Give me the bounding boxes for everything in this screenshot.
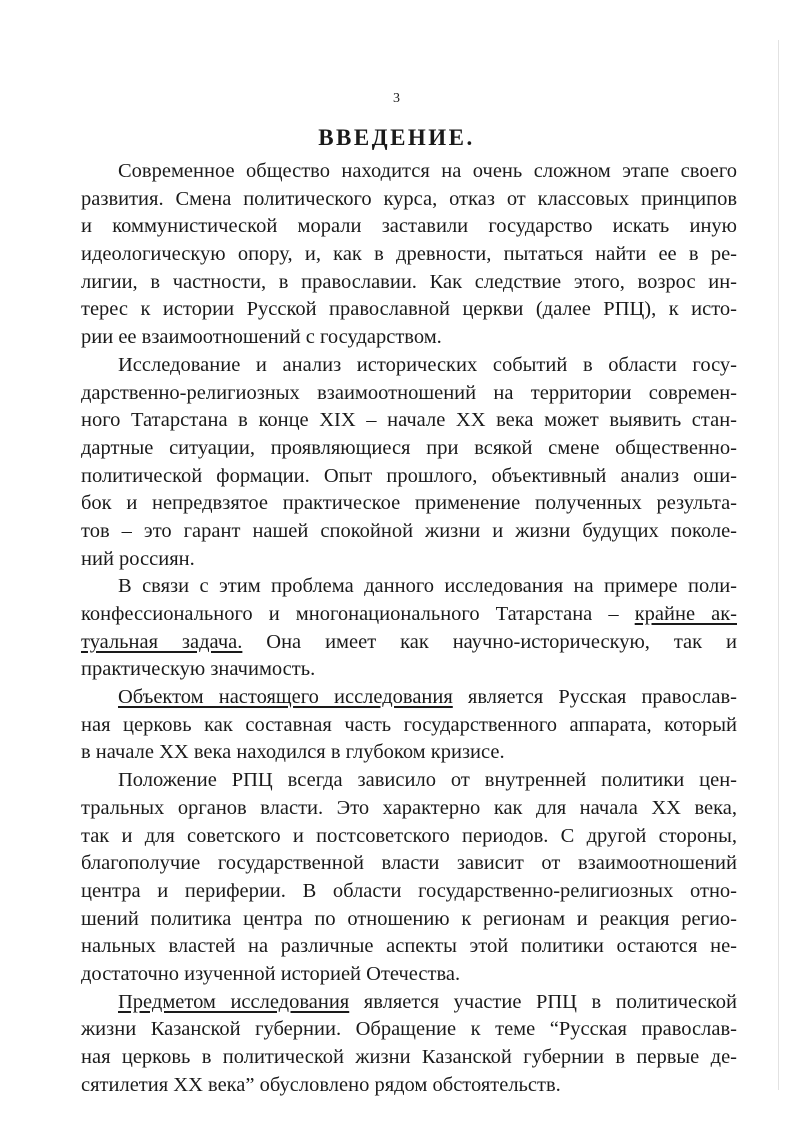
text-line: ного Татарстана в конце XIX – начале XX века может выявить стан- [81,409,737,432]
underlined-phrase: крайне ак- [634,603,737,625]
text-line: идеологическую опору, и, как в древности, пытаться найти ее в ре- [81,243,737,266]
section-heading: ВВЕДЕНИЕ. [318,125,475,150]
text-line: нальных властей на различные аспекты этой политики остаются не- [81,935,737,958]
text-line: лигии, в частности, в православии. Как следствие этого, возрос ин- [81,270,737,293]
text-line: тральных органов власти. Это характерно как для начала XX века, [81,796,737,819]
text-line: рии ее взаимоотношений с государством. [81,326,442,349]
text-line: бок и непредвзятое практическое применение полученных результа- [81,492,737,515]
text-line: ная церковь в политической жизни Казанской губернии в первые де- [81,1046,737,1068]
text-line: благополучие государственной власти зависит от взаимоотношений [81,852,737,875]
text-line: терес к истории Русской православной церкви (далее РПЦ), к исто- [81,298,737,321]
text-line: достаточно изученной историей Отечества. [81,962,461,985]
text-line: центра и периферии. В области государственно-религиозных отно- [81,879,737,902]
text-segment: является Русская православ- [452,686,737,709]
text-line [81,629,737,657]
page-number: 3 [393,91,400,106]
text-line: Исследование и анализ исторических событий в области госу- [118,353,737,376]
underlined-phrase: Объектом настоящего исследования [118,686,453,709]
text-segment: Она имеет как научно-историческую, так и [242,630,737,653]
text-line: в начале XX века находился в глубоком кризисе. [81,741,505,764]
text-line: политической формации. Опыт прошлого, объективный анализ оши- [81,464,737,487]
text-line: Современное общество находится на очень сложном этапе своего [118,160,737,182]
text-line: так и для советского и постсоветского периодов. С другой стороны, [81,824,737,847]
text-line [81,684,737,712]
underlined-phrase: туальная задача. [81,630,243,653]
text-line: практическую значимость. [81,658,316,681]
text-line: дарственно-религиозных взаимоотношений на территории современ- [81,381,737,404]
page-edge-line [778,40,779,1090]
underlined-phrase: Предметом исследования [118,990,350,1013]
text-line: В связи с этим проблема данного исследования на примере поли- [118,575,737,598]
text-line: жизни Казанской губернии. Обращение к теме “Русская православ- [81,1018,737,1041]
text-line: сятилетия XX века” обусловлено рядом обстоятельств. [81,1073,561,1096]
body-text [81,158,737,1099]
text-line: ний россиян. [81,547,195,570]
text-line: шений политика центра по отношению к регионам и реакция регио- [81,907,737,930]
text-line: дартные ситуации, проявляющиеся при всякой смене общественно- [81,436,737,459]
text-line [81,601,737,629]
text-line: и коммунистической морали заставили государство искать иную [81,215,737,238]
text-line: ная церковь как составная часть государственного аппарата, который [81,713,737,736]
text-line: развития. Смена политического курса, отказ от классовых принципов [81,187,737,210]
text-segment: конфессионального и многонационального Татарстана – [81,603,635,625]
text-line: тов – это гарант нашей спокойной жизни и жизни будущих поколе- [81,519,737,542]
text-line: Положение РПЦ всегда зависило от внутренней политики цен- [118,769,737,792]
text-line [81,989,737,1017]
text-segment: является участие РПЦ в политической [349,990,737,1013]
